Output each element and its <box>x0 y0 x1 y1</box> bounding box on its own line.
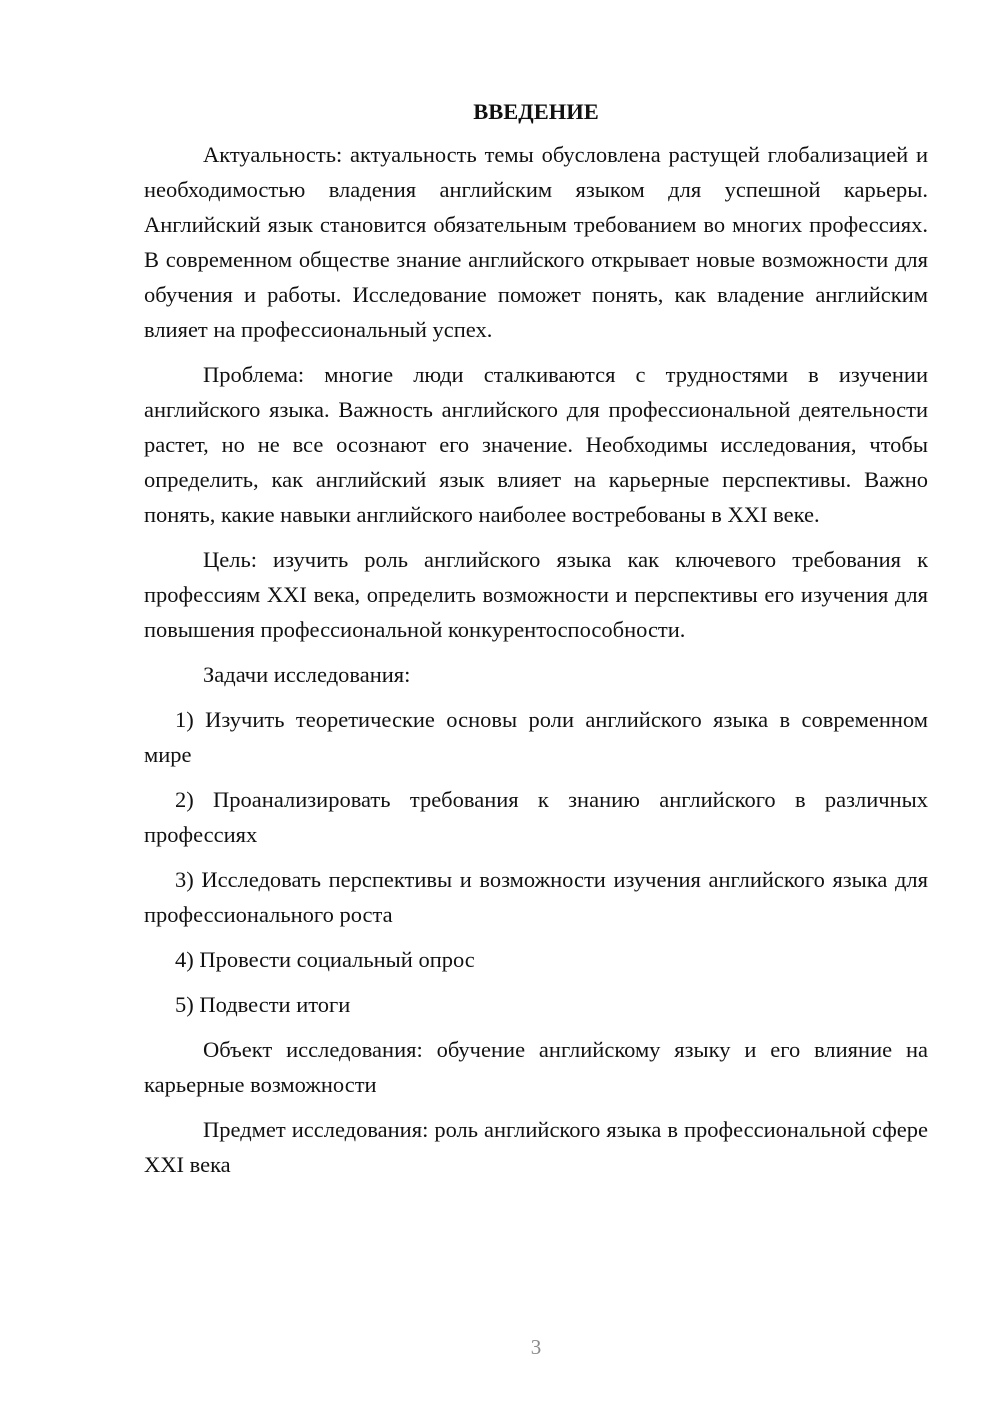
paragraph-problem: Проблема: многие люди сталкиваются с трудностями в изучении английского языка. Важность английского для профессиональной деятельности растет, но не все осознают его значение. Необходимы исследования, чтобы определить, как английский язык влияет на карьерные перспективы. Важно понять, какие навыки английского наиболее востребованы в XXI веке. <box>144 362 928 527</box>
paragraph-goal: Цель: изучить роль английского языка как ключевого требования к профессиям XXI века, определить возможности и перспективы его изучения для повышения профессиональной конкурентоспособности. <box>144 547 928 642</box>
task-item: 3) Исследовать перспективы и возможности изучения английского языка для профессионального роста <box>144 867 928 927</box>
paragraph-subject: Предмет исследования: роль английского языка в профессиональной сфере XXI века <box>144 1117 928 1177</box>
section-title: ВВЕДЕНИЕ <box>473 99 599 124</box>
task-item: 2) Проанализировать требования к знанию английского в различных профессиях <box>144 787 928 847</box>
page-content <box>144 94 928 1192</box>
task-item: 1) Изучить теоретические основы роли английского языка в современном мире <box>144 707 928 767</box>
page-number: 3 <box>530 1335 542 1359</box>
task-item: 5) Подвести итоги <box>175 992 351 1017</box>
paragraph-object: Объект исследования: обучение английскому языку и его влияние на карьерные возможности <box>144 1037 928 1097</box>
tasks-heading: Задачи исследования: <box>203 662 411 687</box>
paragraph-relevance: Актуальность: актуальность темы обусловлена растущей глобализацией и необходимостью владения английским языком для успешной карьеры. Английский язык становится обязательным требованием во многих профессиях. В современном обществе знание английского открывает новые возможности для обучения и работы. Исследование поможет понять, как владение английским влияет на профессиональный успех. <box>144 142 928 342</box>
task-item: 4) Провести социальный опрос <box>175 947 475 972</box>
